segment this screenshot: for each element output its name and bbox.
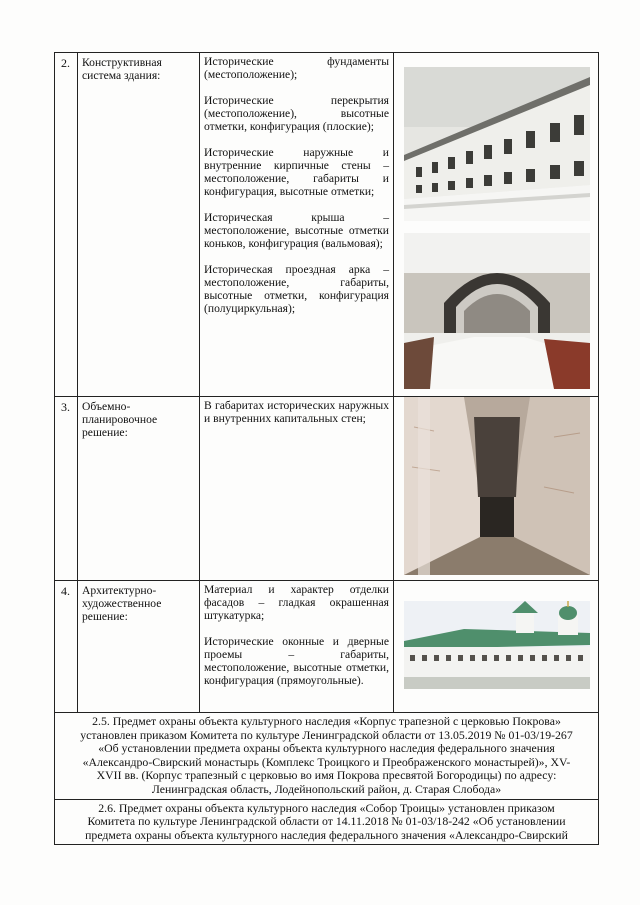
section-line: 2.6. Предмет охраны объекта культурного наследия «Собор Троицы» установлен приказом [98, 800, 555, 815]
protection-item: Историческая проездная арка – местоположение, габариты, высотные отметки, конфигурация (полуциркульная); [204, 263, 389, 315]
row-description [200, 397, 394, 581]
section-2-5 [55, 713, 599, 800]
row-title-line: Объемно- [82, 400, 131, 413]
section-line: установлен приказом Комитета по культуре Ленинградской области от 13.05.2019 № 01-03/19-267 [80, 727, 573, 742]
row-title-line: планировочное [82, 413, 158, 426]
passage-arch-photo [404, 233, 590, 389]
section-line: Комитета по культуре Ленинградской области от 14.11.2018 № 01-03/18-242 «Об установлении [87, 814, 566, 829]
row-title-line: Конструктивная [82, 56, 162, 69]
row-title [78, 397, 200, 581]
section-line: «Александро-Свирский монастырь (Комплекс Троицкого и Преображенского монастырей)», XV- [82, 754, 571, 769]
section-line: предмета охраны объекта культурного наследия федерального значения «Александро-Свирский [85, 827, 568, 842]
protection-item: Исторические перекрытия (местоположение), высотные отметки, конфигурация (плоские); [204, 94, 389, 133]
interior-corridor-photo [404, 397, 590, 575]
section-line: XVII вв. (Корпус трапезный с церковью во имя Покрова пресвятой Богородицы) по адресу: [96, 768, 557, 783]
row-title-line: Архитектурно- [82, 584, 157, 597]
row-title [78, 581, 200, 713]
row-title [78, 53, 200, 397]
row-number: 3. [55, 397, 78, 581]
protection-item: Исторические оконные и дверные проемы – габариты, местоположение, высотные отметки, конфигурация (прямоугольные). [204, 635, 389, 687]
section-row [55, 713, 599, 800]
section-row [55, 799, 599, 845]
row-description [200, 53, 394, 397]
building-facade-photo [404, 67, 590, 221]
table-row [55, 397, 599, 581]
table-row [55, 581, 599, 713]
photo-cell [394, 581, 599, 713]
protection-item: В габаритах исторических наружных и внутренних капитальных стен; [204, 399, 389, 425]
protection-item: Исторические наружные и внутренние кирпичные стены – местоположение, габариты и конфигурация, высотные отметки; [204, 146, 389, 198]
protection-item: Материал и характер отделки фасадов – гладкая окрашенная штукатурка; [204, 583, 389, 622]
section-line: «Об установлении предмета охраны объекта культурного наследия федерального значения [98, 741, 555, 756]
row-number: 4. [55, 581, 78, 713]
row-title-line: система здания: [82, 69, 161, 82]
section-line: Ленинградская область, Лодейнопольский район, д. Старая Слобода» [151, 781, 502, 796]
photo-cell [394, 53, 599, 397]
protection-subject-table [54, 52, 599, 845]
row-title-line: решение: [82, 426, 128, 439]
row-number: 2. [55, 53, 78, 397]
photo-cell [394, 397, 599, 581]
protection-item: Исторические фундаменты (местоположение); [204, 55, 389, 81]
row-title-line: художественное [82, 597, 162, 610]
table-row [55, 53, 599, 397]
section-2-6 [55, 799, 599, 845]
section-line: 2.5. Предмет охраны объекта культурного наследия «Корпус трапезной с церковью Покрова» [92, 714, 561, 728]
monastery-complex-photo [404, 601, 590, 689]
row-description [200, 581, 394, 713]
row-title-line: решение: [82, 610, 128, 623]
protection-item: Историческая крыша – местоположение, высотные отметки коньков, конфигурация (вальмовая); [204, 211, 389, 250]
